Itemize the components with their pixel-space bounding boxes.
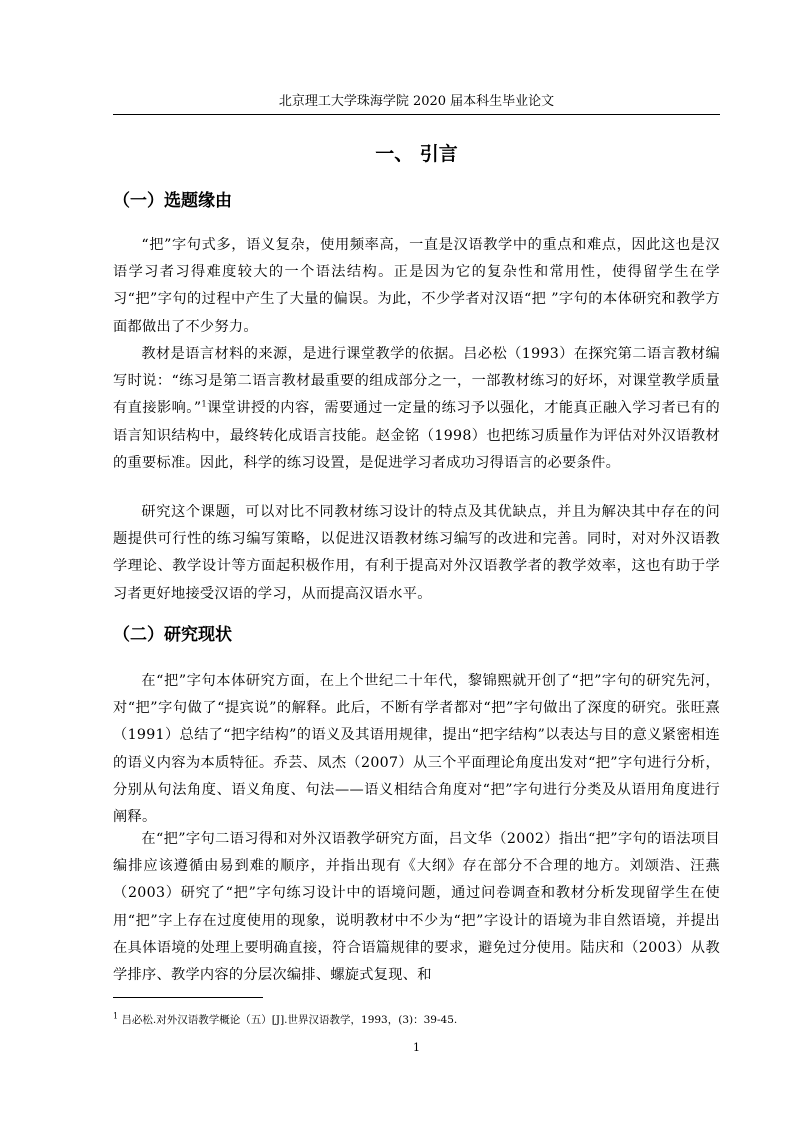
- chapter-title: 一、 引言: [375, 143, 458, 165]
- footnote-rule: [113, 997, 263, 998]
- footnote-marker: 1: [113, 1011, 119, 1021]
- section-heading-1: （一）选题缘由: [113, 191, 232, 211]
- section-heading-2: （二）研究现状: [113, 625, 232, 645]
- footnote-ref: 1: [201, 399, 207, 409]
- footnote-text: 吕必松.对外汉语教学概论（五）[J].世界汉语教学，1993，(3)：39-45.: [118, 1014, 458, 1026]
- paragraph-5: 在“把”字句二语习得和对外汉语教学研究方面，吕文华（2002）指出“把”字句的语法项目编排应该遵循由易到难的顺序，并指出现有《大纲》存在部分不合理的地方。刘颂浩、汪燕（2003）研究了“把”字句练习设计中的语境问题，通过问卷调查和教材分析发现留学生在使用“把”字上存在过度使用的现象，说明教材中不少为“把”字设计的语境为非自然语境，并提出在具体语境的处理上要明确直接，符合语篇规律的要求，避免过分使用。陆庆和（2003）从教学排序、教学内容的分层次编排、螺旋式复现、和: [113, 831, 720, 984]
- paragraph-3: 研究这个课题，可以对比不同教材练习设计的特点及其优缺点，并且为解决其中存在的问题提供可行性的练习编写策略，以促进汉语教材练习编写的改进和完善。同时，对对外汉语教学理论、教学设计等方面起积极作用，有利于提高对外汉语教学者的教学效率，这也有助于学习者更好地接受汉语的学习，从而提高汉语水平。: [113, 504, 720, 602]
- header-rule: [113, 114, 720, 115]
- paragraph-1: “把”字句式多，语义复杂，使用频率高，一直是汉语教学中的重点和难点，因此这也是汉语学习者习得难度较大的一个语法结构。正是因为它的复杂性和常用性，使得留学生在学习“把”字句的过程中产生了大量的偏误。为此，不少学者对汉语“把 ”字句的本体研究和教学方面都做出了不少努力。: [113, 237, 720, 335]
- running-header: 北京理工大学珠海学院 2020 届本科生毕业论文: [278, 94, 555, 109]
- paragraph-2-quote: 教材是语言材料的来源，是进行课堂教学的依据。吕必松（1993）在探究第二语言教材编写时说：“练习是第二语言教材最重要的组成部分之一，一部教材练习的好坏，对课堂教学质量有直接影响。”: [113, 346, 720, 417]
- paragraph-2-rest: 课堂讲授的内容，需要通过一定量的练习予以强化，才能真正融入学习者已有的语言知识结构中，最终转化成语言技能。赵金铭（1998）也把练习质量作为评估对外汉语教材的重要标准。因此，科学的练习设置，是促进学习者成功习得语言的必要条件。: [113, 400, 720, 471]
- paragraph-4: 在“把”字句本体研究方面，在上个世纪二十年代，黎锦熙就开创了“把”字句的研究先河，对“把”字句做了“提宾说”的解释。此后，不断有学者都对“把”字句做出了深度的研究。张旺熹（1991）总结了“把字结构”的语义及其语用规律，提出“把字结构”以表达与目的意义紧密相连的语义内容为本质特征。乔芸、凤杰（2007）从三个平面理论角度出发对“把”字句进行分析，分别从句法角度、语义角度、句法——语义相结合角度对“把”字句进行分类及从语用角度进行阐释。: [113, 673, 720, 826]
- page-number: 1: [413, 1041, 420, 1054]
- paragraph-2: [113, 341, 720, 477]
- footnote: [113, 1012, 720, 1028]
